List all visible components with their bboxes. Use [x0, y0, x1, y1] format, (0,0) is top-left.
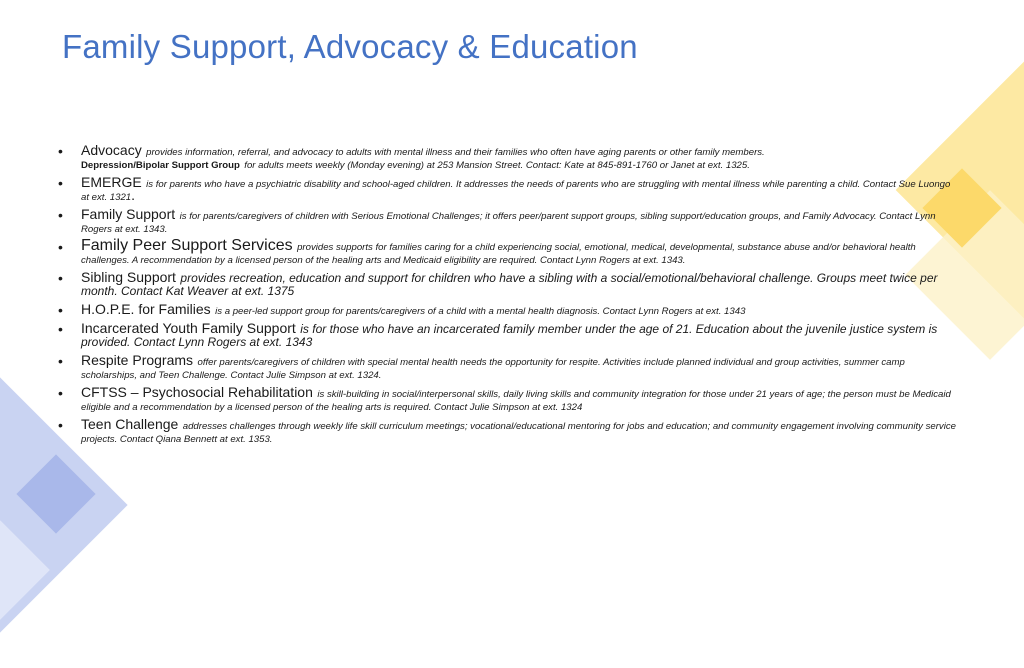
bullet: •: [58, 417, 63, 433]
item-desc: is for parents who have a psychiatric disability and school-aged children. It addresses the needs of parents who are struggling with mental illness while parenting a child. Contact Sue Luongo at ext. 1321: [81, 179, 951, 203]
bullet: •: [58, 143, 63, 159]
bullet: •: [58, 353, 63, 369]
bullet: •: [58, 270, 63, 286]
item-desc: is skill-building in social/interpersonal skills, daily living skills and community integration for those under 21 years of age; the person must be Medicaid eligible and a recommendation by a licensed person of the healing arts is required. Contact Julie Simpson at ext. 1324: [81, 389, 951, 413]
item-desc: provides information, referral, and advocacy to adults with mental illness and their families who often have aging parents or other family members.: [146, 147, 765, 158]
item-lead: Family Support: [81, 206, 176, 222]
list-item: [58, 175, 958, 203]
list-item: [58, 417, 958, 445]
list-item: [58, 239, 958, 266]
item-lead: Advocacy: [81, 142, 142, 158]
item-desc: is for parents/caregivers of children with Serious Emotional Challenges; it offers peer/parent support groups, sibling support/education groups, and Family Advocacy. Contact Lynn Rogers at ext. 1343.: [81, 211, 936, 235]
item-lead: CFTSS – Psychosocial Rehabilitation: [81, 384, 313, 400]
item-lead: Family Peer Support Services: [81, 237, 293, 254]
item-lead: Teen Challenge: [81, 416, 179, 432]
item-desc: provides supports for families caring for a child experiencing social, emotional, medical, developmental, substance abuse and/or behavioral health challenges. A recommendation by a licensed person of the healing arts and Medicaid eligibility are required. Contact Lynn Rogers at ext. 1343.: [81, 242, 916, 266]
item-lead: Respite Programs: [81, 352, 194, 368]
bullet: •: [58, 385, 63, 401]
bullet: •: [58, 302, 63, 318]
bullet: •: [58, 207, 63, 223]
list-item: [58, 302, 958, 317]
item-sub-desc: for adults meets weekly (Monday evening) at 253 Mansion Street. Contact: Kate at 845-891-1760 or Janet at ext. 1325.: [244, 160, 750, 171]
list-item: [58, 143, 958, 171]
bullet: •: [58, 321, 63, 337]
item-desc: provides recreation, education and support for children who have a sibling with a social/emotional/behavioral challenge. Groups meet twice per month. Contact Kat Weaver at ext. 1375: [81, 271, 938, 298]
item-lead: EMERGE: [81, 174, 142, 190]
slide-title: Family Support, Advocacy & Education: [62, 28, 638, 65]
item-lead: H.O.P.E. for Families: [81, 301, 211, 317]
item-desc: offer parents/caregivers of children with special mental health needs the opportunity for respite. Activities include planned individual and group activities, summer camp scholarships, and Teen Challenge. Contact Julie Simpson at ext. 1324.: [81, 357, 905, 381]
item-lead: Sibling Support: [81, 269, 176, 285]
program-list: [58, 143, 958, 449]
item-desc: is for those who have an incarcerated family member under the age of 21. Education about the juvenile justice system is provided. Contact Lynn Rogers at ext. 1343: [81, 322, 938, 349]
bullet: •: [58, 175, 63, 191]
list-item: [58, 385, 958, 413]
list-item: [58, 353, 958, 381]
item-desc: is a peer-led support group for parents/caregivers of a child with a mental health diagnosis. Contact Lynn Rogers at ext. 1343: [215, 306, 746, 317]
list-item: [58, 321, 958, 349]
list-item: [58, 270, 958, 298]
item-sub-lead: Depression/Bipolar Support Group: [81, 160, 240, 171]
item-lead: Incarcerated Youth Family Support: [81, 320, 296, 336]
item-end: .: [131, 187, 136, 203]
bullet: •: [58, 239, 63, 255]
list-item: [58, 207, 958, 235]
item-desc: addresses challenges through weekly life skill curriculum meetings; vocational/educational mentoring for jobs and education; and community engagement involving community service projects. Contact Qiana Bennett at ext. 1353.: [81, 421, 956, 445]
